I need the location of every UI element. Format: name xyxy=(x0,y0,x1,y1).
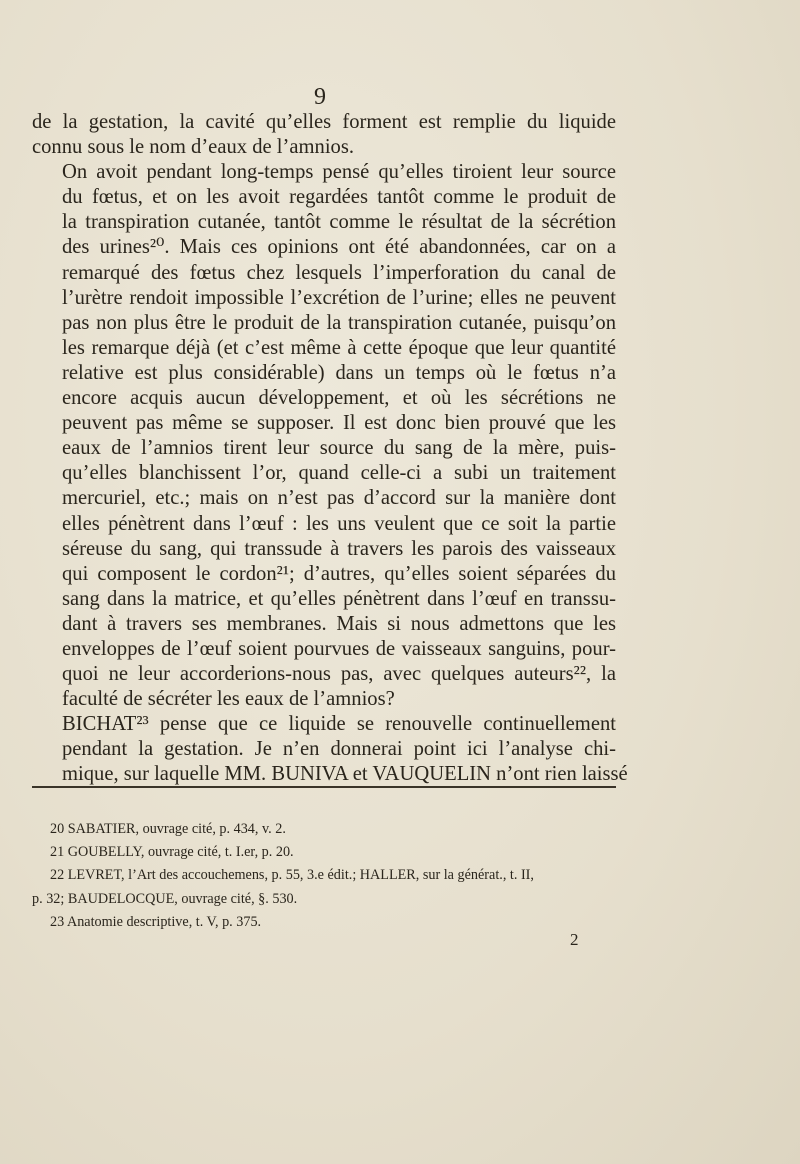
main-text xyxy=(32,110,628,788)
text-line: l’urètre rendoit impossible l’excrétion de l’urine; elles ne peuvent xyxy=(62,286,616,309)
footnote-rule xyxy=(32,786,616,788)
text-line: mercuriel, etc.; mais on n’est pas d’accord sur la manière dont xyxy=(62,487,616,510)
footnote-23: 23 Anatomie descriptive, t. V, p. 375. xyxy=(50,913,262,930)
text-line: qu’elles blanchissent l’or, quand celle-ci a subi un traitement xyxy=(62,462,616,485)
text-line: la transpiration cutanée, tantôt comme le résultat de la sécrétion xyxy=(62,211,616,234)
text-line: de la gestation, la cavité qu’elles forment est remplie du liquide xyxy=(32,111,616,133)
text-line: elles pénètrent dans l’œuf : les uns veulent que ce soit la partie xyxy=(62,512,616,535)
text-line: dant à travers ses membranes. Mais si nous admettons que les xyxy=(62,612,616,635)
paragraph-3 xyxy=(32,712,628,787)
text-line: du fœtus, et on les avoit regardées tantôt comme le produit de xyxy=(62,186,616,209)
text-line: encore acquis aucun développement, et où les sécrétions ne xyxy=(62,387,616,410)
footnote-21: 21 GOUBELLY, ouvrage cité, t. I.er, p. 20. xyxy=(50,844,294,861)
text-line: mique, sur laquelle MM. BUNIVA et VAUQUELIN n’ont rien laissé xyxy=(62,763,628,786)
text-line: qui composent le cordon²¹; d’autres, qu’elles soient séparées du xyxy=(62,562,616,585)
text-line: On avoit pendant long-temps pensé qu’elles tiroient leur source xyxy=(62,161,616,184)
text-line: des urines²⁰. Mais ces opinions ont été abandonnées, car on a xyxy=(62,236,616,259)
text-line: pas non plus être le produit de la transpiration cutanée, puisqu’on xyxy=(62,311,616,334)
text-line: séreuse du sang, qui transsude à travers les parois des vaisseaux xyxy=(62,537,616,560)
footnote-20: 20 SABATIER, ouvrage cité, p. 434, v. 2. xyxy=(50,821,286,837)
signature-mark: 2 xyxy=(570,930,579,949)
text-line: eaux de l’amnios tirent leur source du sang de la mère, puis- xyxy=(62,437,616,460)
footnote-22-continued: p. 32; BAUDELOCQUE, ouvrage cité, §. 530. xyxy=(32,890,298,907)
paragraph-1 xyxy=(32,110,616,160)
text-line: faculté de sécréter les eaux de l’amnios? xyxy=(62,688,395,711)
text-line: les remarque déjà (et c’est même à cette époque que leur quantité xyxy=(62,336,616,359)
text-line: quoi ne leur accorderions-nous pas, avec quelques auteurs²², la xyxy=(62,663,616,686)
text-line: BICHAT²³ pense que ce liquide se renouvelle continuellement xyxy=(62,713,616,736)
footnotes xyxy=(32,818,616,934)
text-line: sang dans la matrice, et qu’elles pénètrent dans l’œuf en transsu- xyxy=(62,587,616,610)
text-line: connu sous le nom d’eaux de l’amnios. xyxy=(32,136,354,159)
footnote-22: 22 LEVRET, l’Art des accouchemens, p. 55, 3.e édit.; HALLER, sur la générat., t. II, xyxy=(50,867,534,884)
paragraph-2 xyxy=(32,160,616,712)
text-line: relative est plus considérable) dans un temps où le fœtus n’a xyxy=(62,361,616,384)
page-number: 9 xyxy=(314,84,326,110)
text-line: pendant la gestation. Je n’en donnerai point ici l’analyse chi- xyxy=(62,738,616,761)
text-line: peuvent pas même se supposer. Il est donc bien prouvé que les xyxy=(62,412,616,435)
text-line: enveloppes de l’œuf soient pourvues de vaisseaux sanguins, pour- xyxy=(62,637,616,660)
text-line: remarqué des fœtus chez lesquels l’imperforation du canal de xyxy=(62,261,616,284)
